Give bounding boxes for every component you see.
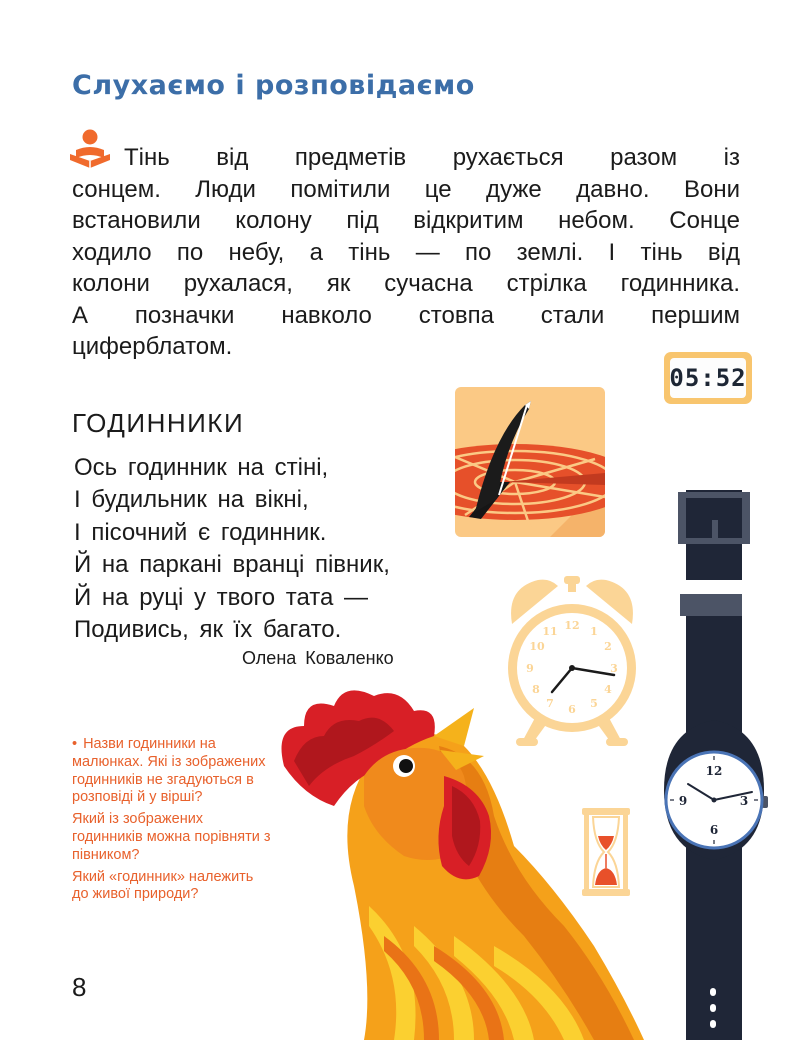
question-item: • Назви годинники на малюнках. Які із зображених годинників не згадуються в розповіді й у вірші?: [72, 736, 266, 806]
questions-block: [72, 736, 272, 908]
alarm-number-6: 6: [568, 703, 576, 716]
story-paragraph: [72, 142, 740, 363]
poem-author: Олена Коваленко: [242, 648, 394, 668]
watch-number-9: 9: [678, 794, 688, 808]
alarm-number-10: 10: [529, 640, 545, 653]
watch-number-3: 3: [739, 794, 749, 808]
alarm-number-12: 12: [564, 619, 580, 632]
alarm-number-1: 1: [590, 625, 598, 638]
poem-line: І пісочний є годинник.: [74, 518, 327, 546]
question-item: Який «годинник» належить до живої природи?: [72, 868, 254, 903]
alarm-number-9: 9: [526, 662, 534, 675]
story-line: циферблатом.: [72, 333, 233, 360]
story-line: А позначки навколо стовпа стали першим: [72, 301, 740, 329]
alarm-number-5: 5: [590, 697, 598, 710]
poem-line: І будильник на вікні,: [74, 486, 309, 514]
alarm-number-11: 11: [542, 625, 558, 638]
story-line: ходило по небу, а тінь — по землі. І тінь від: [72, 238, 740, 266]
wristwatch-illustration: [658, 490, 770, 1040]
alarm-number-4: 4: [604, 683, 612, 696]
alarm-number-7: 7: [546, 697, 554, 710]
poem-line: Подивись, як їх багато.: [74, 616, 342, 644]
digital-clock-time: 05:52: [670, 358, 746, 398]
bullet: •: [72, 736, 78, 752]
story-line: Тінь від предметів рухається разом із: [124, 144, 740, 171]
section-title: Слухаємо і розповідаємо: [72, 70, 475, 101]
watch-number-12: 12: [705, 764, 723, 778]
poem-line: Й на руці у твого тата —: [74, 583, 369, 611]
rooster-illustration: [264, 686, 644, 1040]
watch-number-6: 6: [709, 823, 719, 837]
alarm-number-2: 2: [604, 640, 612, 653]
poem: [74, 452, 390, 646]
story-line: сонцем. Люди помітили це дуже давно. Вони: [72, 175, 740, 203]
digital-clock: [664, 352, 752, 404]
poem-line: Й на паркані вранці півник,: [74, 551, 390, 579]
question-item: Який із зображених годинників можна порівняти з півником?: [72, 811, 271, 863]
alarm-number-3: 3: [610, 662, 618, 675]
page-number: 8: [72, 972, 87, 1002]
alarm-number-8: 8: [532, 683, 540, 696]
story-line: колони рухалася, як сучасна стрілка годинника.: [72, 270, 740, 297]
sundial-illustration: [455, 387, 605, 537]
poem-line: Ось годинник на стіні,: [74, 454, 329, 481]
poem-title: ГОДИННИКИ: [72, 408, 245, 438]
story-line: встановили колону під відкритим небом. Сонце: [72, 207, 740, 234]
